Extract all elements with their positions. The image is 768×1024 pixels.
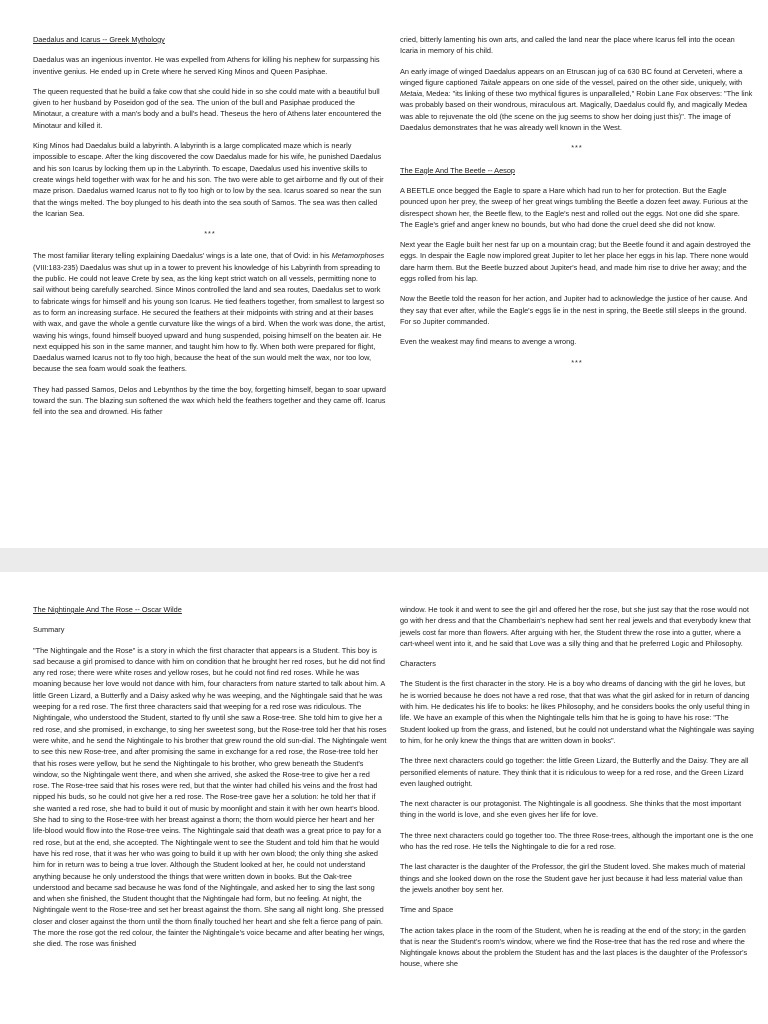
paragraph: The last character is the daughter of the Professor, the girl the Student loved. She makes much of material things and she looked down on the rose the Student gave her just because it had less material value than the jewels another boy sent her. xyxy=(400,862,746,894)
paragraph: Now the Beetle told the reason for her action, and Jupiter had to acknowledge the justice of her cause. And they say that ever after, while the Eagle's eggs lie in the nest in spring, the Beetle still sleeps in the ground. For so Jupiter commanded. xyxy=(400,294,748,326)
paragraph: The three next characters could go together too. The three Rose-trees, although the important one is the one who has the red rose. He tells the Nightingale to die for a red rose. xyxy=(400,830,754,852)
column-right xyxy=(400,34,754,379)
column-left xyxy=(33,604,387,959)
paragraph: The next character is our protagonist. The Nightingale is all goodness. She thinks that the most important thing in the world is love, and she even gives her life for love. xyxy=(400,799,742,820)
paragraph: Even the weakest may find means to avenge a wrong. xyxy=(400,337,577,347)
section-heading-nightingale: The Nightingale And The Rose -- Oscar Wilde xyxy=(33,605,182,614)
paragraph: They had passed Samos, Delos and Lebynthos by the time the boy, forgetting himself, began to soar upward toward the sun. The blazing sun softened the wax which held the feathers together and they came off. Icarus fell into the sea and drowned. His father xyxy=(33,384,386,417)
paragraph: Next year the Eagle built her nest far up on a mountain crag; but the Beetle found it and again destroyed the eggs. In despair the Eagle now implored great Jupiter to let her place her eggs in his lap. There none would dare harm them. But the Beetle buzzed about Jupiter's head, and made him rise to drive her away; and the eggs rolled from his lap. xyxy=(400,240,751,284)
paragraph: The queen requested that he build a fake cow that she could hide in so she could mate with a beautiful bull given to her husband by Poseidon god of the sea. The union of the bull and Pasiphae produced the Minotaur, a creature with a man's body and a bull's head. Theseus the hero of Athens later encountered the Minotaur and killed it. xyxy=(33,86,382,130)
paragraph: The three next characters could go together: the little Green Lizard, the Butterfly and the Daisy. They are all personified elements of nature. They think that it is ridiculous to weep for a red rose, and the Green Lizard even laughed outright. xyxy=(400,756,749,788)
paragraph: A BEETLE once begged the Eagle to spare a Hare which had run to her for protection. But the Eagle pounced upon her prey, the sweep of her great wings tumbling the Beetle a dozen feet away. Furious at the disrespect shown her, the Beetle flew, to the Eagle's nest and rolled out the eggs. Not one did she spare. The Eagle's grief and anger knew no bounds, but who had done the cruel deed she did not know. xyxy=(400,185,748,229)
subheading-summary: Summary xyxy=(33,625,65,635)
paragraph: An early image of winged Daedalus appears on an Etruscan jug of ca 630 BC found at Cerveteri, where a winged figure captioned Taitale appears on one side of the vessel, paired on the other side, uniquely, with Metaia, Medea: "its linking of these two mythical figures is unparalleled," Robin Lane Fox observes: "The link was probably based on their wondrous, miraculous art. Magically, Daedalus could fly, and magically Medea was able to rejuvenate the old (the scene on the jug seems to show her doing just this)". The image of Daedalus demonstrates that he was already well known in the West. xyxy=(400,66,753,133)
subheading-characters: Characters xyxy=(400,659,436,669)
section-separator: *** xyxy=(571,143,583,153)
column-right xyxy=(400,604,754,979)
document-page-bottom xyxy=(0,572,768,1024)
section-heading-eagle-beetle: The Eagle And The Beetle -- Aesop xyxy=(400,165,515,175)
section-separator: *** xyxy=(571,357,583,367)
paragraph: "The Nightingale and the Rose" is a story in which the first character that appears is a Student. This boy is sad because a girl promised to dance with him on condition that he brought her red roses, but he did not find any red rose; there were white roses and yellow roses, but he could not find red roses. While he was moaning because her love would not dance with him, four characters from nature started to talk about him. A little Green Lizard, a Butterfly and a Daisy asked why he was weeping, and the Nightingale said that he was weeping for a red rose. The first three characters said that weeping for a red rose was ridiculous. The Nightingale, who understood the Student, started to fly until she saw a Rose-tree. She told him to give her a red rose, and she promised, in exchange, to sing her sweetest song, but the Rose-tree told her that his roses were white, and he send the Nightingale to his brother that grew round the old sun-dial. The Nightingale went to see this new Rose-tree, and after promising the same in exchange for a red rose, the Rose-tree told her that his roses were yellow, but he send the Nightingale to his brother, who grew beneath the Student's window, so the Nightingale went there, and when she arrived, she asked the Rose-tree to give her a red rose. The Rose-tree said that his roses were red, but that the winter had chilled his veins and the frost had nipped his buds, so he could not give her a red rose. The Rose-tree gave her a solution: he told her that if she wanted a red rose, she had to build it out of music by moonlight and stain it with her own heart's blood. She had to sing to the Rose-tree with her breast against a thorn; the thorn would pierce her heart and her life-blood would flow into the Rose-tree veins. The Nightingale said that death was a great price to pay for a red rose, but at the end, she accepted. The Nightingale went to see the Student and told him that he would have his red rose, that it was her who was going to build it up with her own blood; the only thing she asked him for in return was to being a true lover. Although the Student looked at her, he could not understand anything because he only understood the things that were written down in books. But the Oak-tree understood and became sad because he was fond of the Nightingale, and asked her to sing the last song and when she finished, the Student thought that the Nightingale had form, but no feeling. At night, the Nightingale went to the Rose-tree and set her breast against the thorn. She sang all night long. She pressed closer and closer against the thorn until the thorn finally touched her heart and she felt a fierce pang of pain. The more the rose got the red colour, the fainter the Nightingale's voice became and after beating her wings, she died. The rose was finished xyxy=(33,645,387,949)
paragraph: The Student is the first character in the story. He is a boy who dreams of dancing with the girl he loves, but he is worried because he does not have a red rose, that that was what the girl asked for in return of dancing with him. He dedicates his life to books: he likes Philosophy, and he considers books the only useful thing in life. We have an example of this when the Nightingale tells him that he is going to have his rose: "The Student looked up from the grass, and listened, but he could not understand what the Nightingale was saying to him, for he only knew the things that are written down in books". xyxy=(400,679,754,745)
page-gap xyxy=(0,548,768,572)
paragraph: The most familiar literary telling explaining Daedalus' wings is a late one, that of Ovid: in his Metamorphoses (VIII:183-235) Daedalus was shut up in a tower to prevent his knowledge of his Labyrinth from spreading to the public. He could not leave Crete by sea, as the king kept strict watch on all vessels, permitting none to sail without being carefully searched. Since Minos controlled the land and sea routes, Daedalus set to work to fabricate wings for himself and his young son Icarus. He tied feathers together, from smallest to largest so as to form an increasing surface. He secured the feathers at their midpoints with string and at their bases with wax, and gave the whole a gentle curvature like the wings of a bird. When the work was done, the artist, waving his wings, found himself buoyed upward and hung suspended, poising himself on the beaten air. He next equipped his son in the same manner, and taught him how to fly. When both were prepared for flight, Daedalus warned Icarus not to fly too high, because the heat of the sun would melt the wax, nor too low, because the sea foam would soak the feathers. xyxy=(33,251,386,374)
section-heading-daedalus: Daedalus and Icarus -- Greek Mythology xyxy=(33,35,165,44)
column-left xyxy=(33,34,387,427)
paragraph: window. He took it and went to see the girl and offered her the rose, but she just say that the rose would not go with her dress and that the Chamberlain's nephew had sent her real jewels and that everybody knew that jewels cost far more than flowers. After arguing with her, the Student threw the rose into a gutter, where a cart-wheel went into it, and he said that Love was a silly thing and that he preferred Logic and Philosophy. xyxy=(400,605,751,648)
paragraph: cried, bitterly lamenting his own arts, and called the land near the place where Icarus fell into the ocean Icaria in memory of his child. xyxy=(400,35,735,56)
paragraph: King Minos had Daedalus build a labyrinth. A labyrinth is a large complicated maze which is nearly impossible to escape. After the king discovered the cow Daedalus made for his wife, he punished Daedalus and his son Icarus by locking them up in the Labyrinth. To escape, Daedalus used his inventive skills to create wings held together with wax for he and his son. The two were able to get airborne and fly out of their maze prison. Daedalus warned Icarus not to fly too high or to low by the sea. Icarus soared so near the sun that the wings melted. The boy plunged to his death into the sea south of Samos. The sea was then called the Icarian Sea. xyxy=(33,141,384,218)
section-separator: *** xyxy=(204,229,216,239)
subheading-time-space: Time and Space xyxy=(400,905,454,915)
paragraph: The action takes place in the room of the Student, when he is reading at the end of the story; in the garden that is near the Student's room's window, where we find the Rose-tree that has the red rose and where the Nightingale knows about the problem the Student has and the last places is the daughter of the Professor's house, where she xyxy=(400,925,748,969)
paragraph: Daedalus was an ingenious inventor. He was expelled from Athens for killing his nephew for surpassing his inventive genius. He ended up in Crete where he served King Minos and Queen Pasiphae. xyxy=(33,55,380,76)
